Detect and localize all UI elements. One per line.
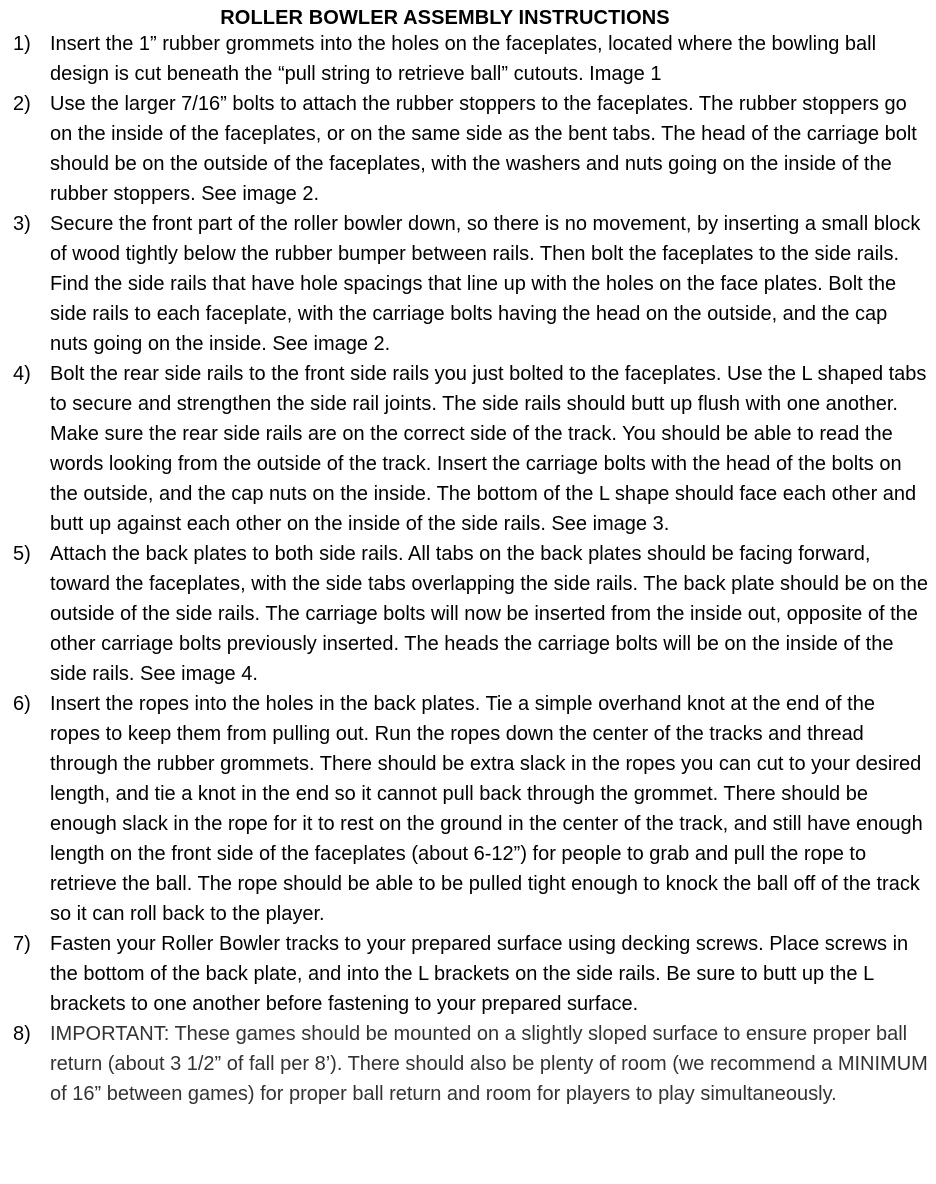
step-5 — [0, 539, 936, 689]
step-8-important — [0, 1019, 936, 1109]
step-text: Attach the back plates to both side rails. All tabs on the back plates should be facing forward, toward the faceplates, with the side tabs overlapping the side rails. The back plate should be on the outside of the side rails. The carriage bolts will now be inserted from the inside out, opposite of the other carriage bolts previously inserted. The heads the carriage bolts will be on the inside of the side rails. See image 4. — [50, 543, 928, 685]
step-3 — [0, 209, 936, 359]
step-number: 5) — [13, 543, 31, 565]
step-2 — [0, 89, 936, 209]
step-number: 8) — [13, 1023, 31, 1045]
step-text: IMPORTANT: These games should be mounted on a slightly sloped surface to ensure proper ball return (about 3 1/2” of fall per 8’). There should also be plenty of room (we recommend a MINIMUM of 16” between games) for proper ball return and room for players to play simultaneously. — [50, 1023, 928, 1105]
step-text: Insert the ropes into the holes in the back plates. Tie a simple overhand knot at the end of the ropes to keep them from pulling out. Run the ropes down the center of the tracks and thread through the rubber grommets. There should be extra slack in the ropes you can cut to your desired length, and tie a knot in the end so it cannot pull back through the grommet. There should be enough slack in the rope for it to rest on the ground in the center of the track, and still have enough length on the front side of the faceplates (about 6-12”) for people to grab and pull the rope to retrieve the ball. The rope should be able to be pulled tight enough to knock the ball off of the track so it can roll back to the player. — [50, 693, 923, 925]
step-text: Secure the front part of the roller bowler down, so there is no movement, by inserting a small block of wood tightly below the rubber bumper between rails. Then bolt the faceplates to the side rails. Find the side rails that have hole spacings that line up with the holes on the face plates. Bolt the side rails to each faceplate, with the carriage bolts having the head on the outside, and the cap nuts going on the inside. See image 2. — [50, 213, 921, 355]
step-1 — [0, 29, 936, 89]
step-text: Bolt the rear side rails to the front side rails you just bolted to the faceplates. Use the L shaped tabs to secure and strengthen the side rail joints. The side rails should butt up flush with one another. Make sure the rear side rails are on the correct side of the track. You should be able to read the words looking from the outside of the track. Insert the carriage bolts with the head of the bolts on the outside, and the cap nuts on the inside. The bottom of the L shape should face each other and butt up against each other on the inside of the side rails. See image 3. — [50, 363, 927, 535]
page-title: ROLLER BOWLER ASSEMBLY INSTRUCTIONS — [220, 7, 670, 29]
step-7 — [0, 929, 936, 1019]
step-number: 4) — [13, 363, 31, 385]
step-number: 6) — [13, 693, 31, 715]
step-number: 3) — [13, 213, 31, 235]
step-text: Insert the 1” rubber grommets into the holes on the faceplates, located where the bowling ball design is cut beneath the “pull string to retrieve ball” cutouts. Image 1 — [50, 33, 877, 85]
instruction-steps-list — [0, 29, 936, 1109]
step-text: Fasten your Roller Bowler tracks to your prepared surface using decking screws. Place screws in the bottom of the back plate, and into the L brackets on the side rails. Be sure to butt up the L brackets to one another before fastening to your prepared surface. — [50, 933, 909, 1015]
step-number: 2) — [13, 93, 31, 115]
step-number: 7) — [13, 933, 31, 955]
step-text: Use the larger 7/16” bolts to attach the rubber stoppers to the faceplates. The rubber stoppers go on the inside of the faceplates, or on the same side as the bent tabs. The head of the carriage bolt should be on the outside of the faceplates, with the washers and nuts going on the inside of the rubber stoppers. See image 2. — [50, 93, 917, 205]
step-number: 1) — [13, 33, 31, 55]
step-6 — [0, 689, 936, 929]
step-4 — [0, 359, 936, 539]
